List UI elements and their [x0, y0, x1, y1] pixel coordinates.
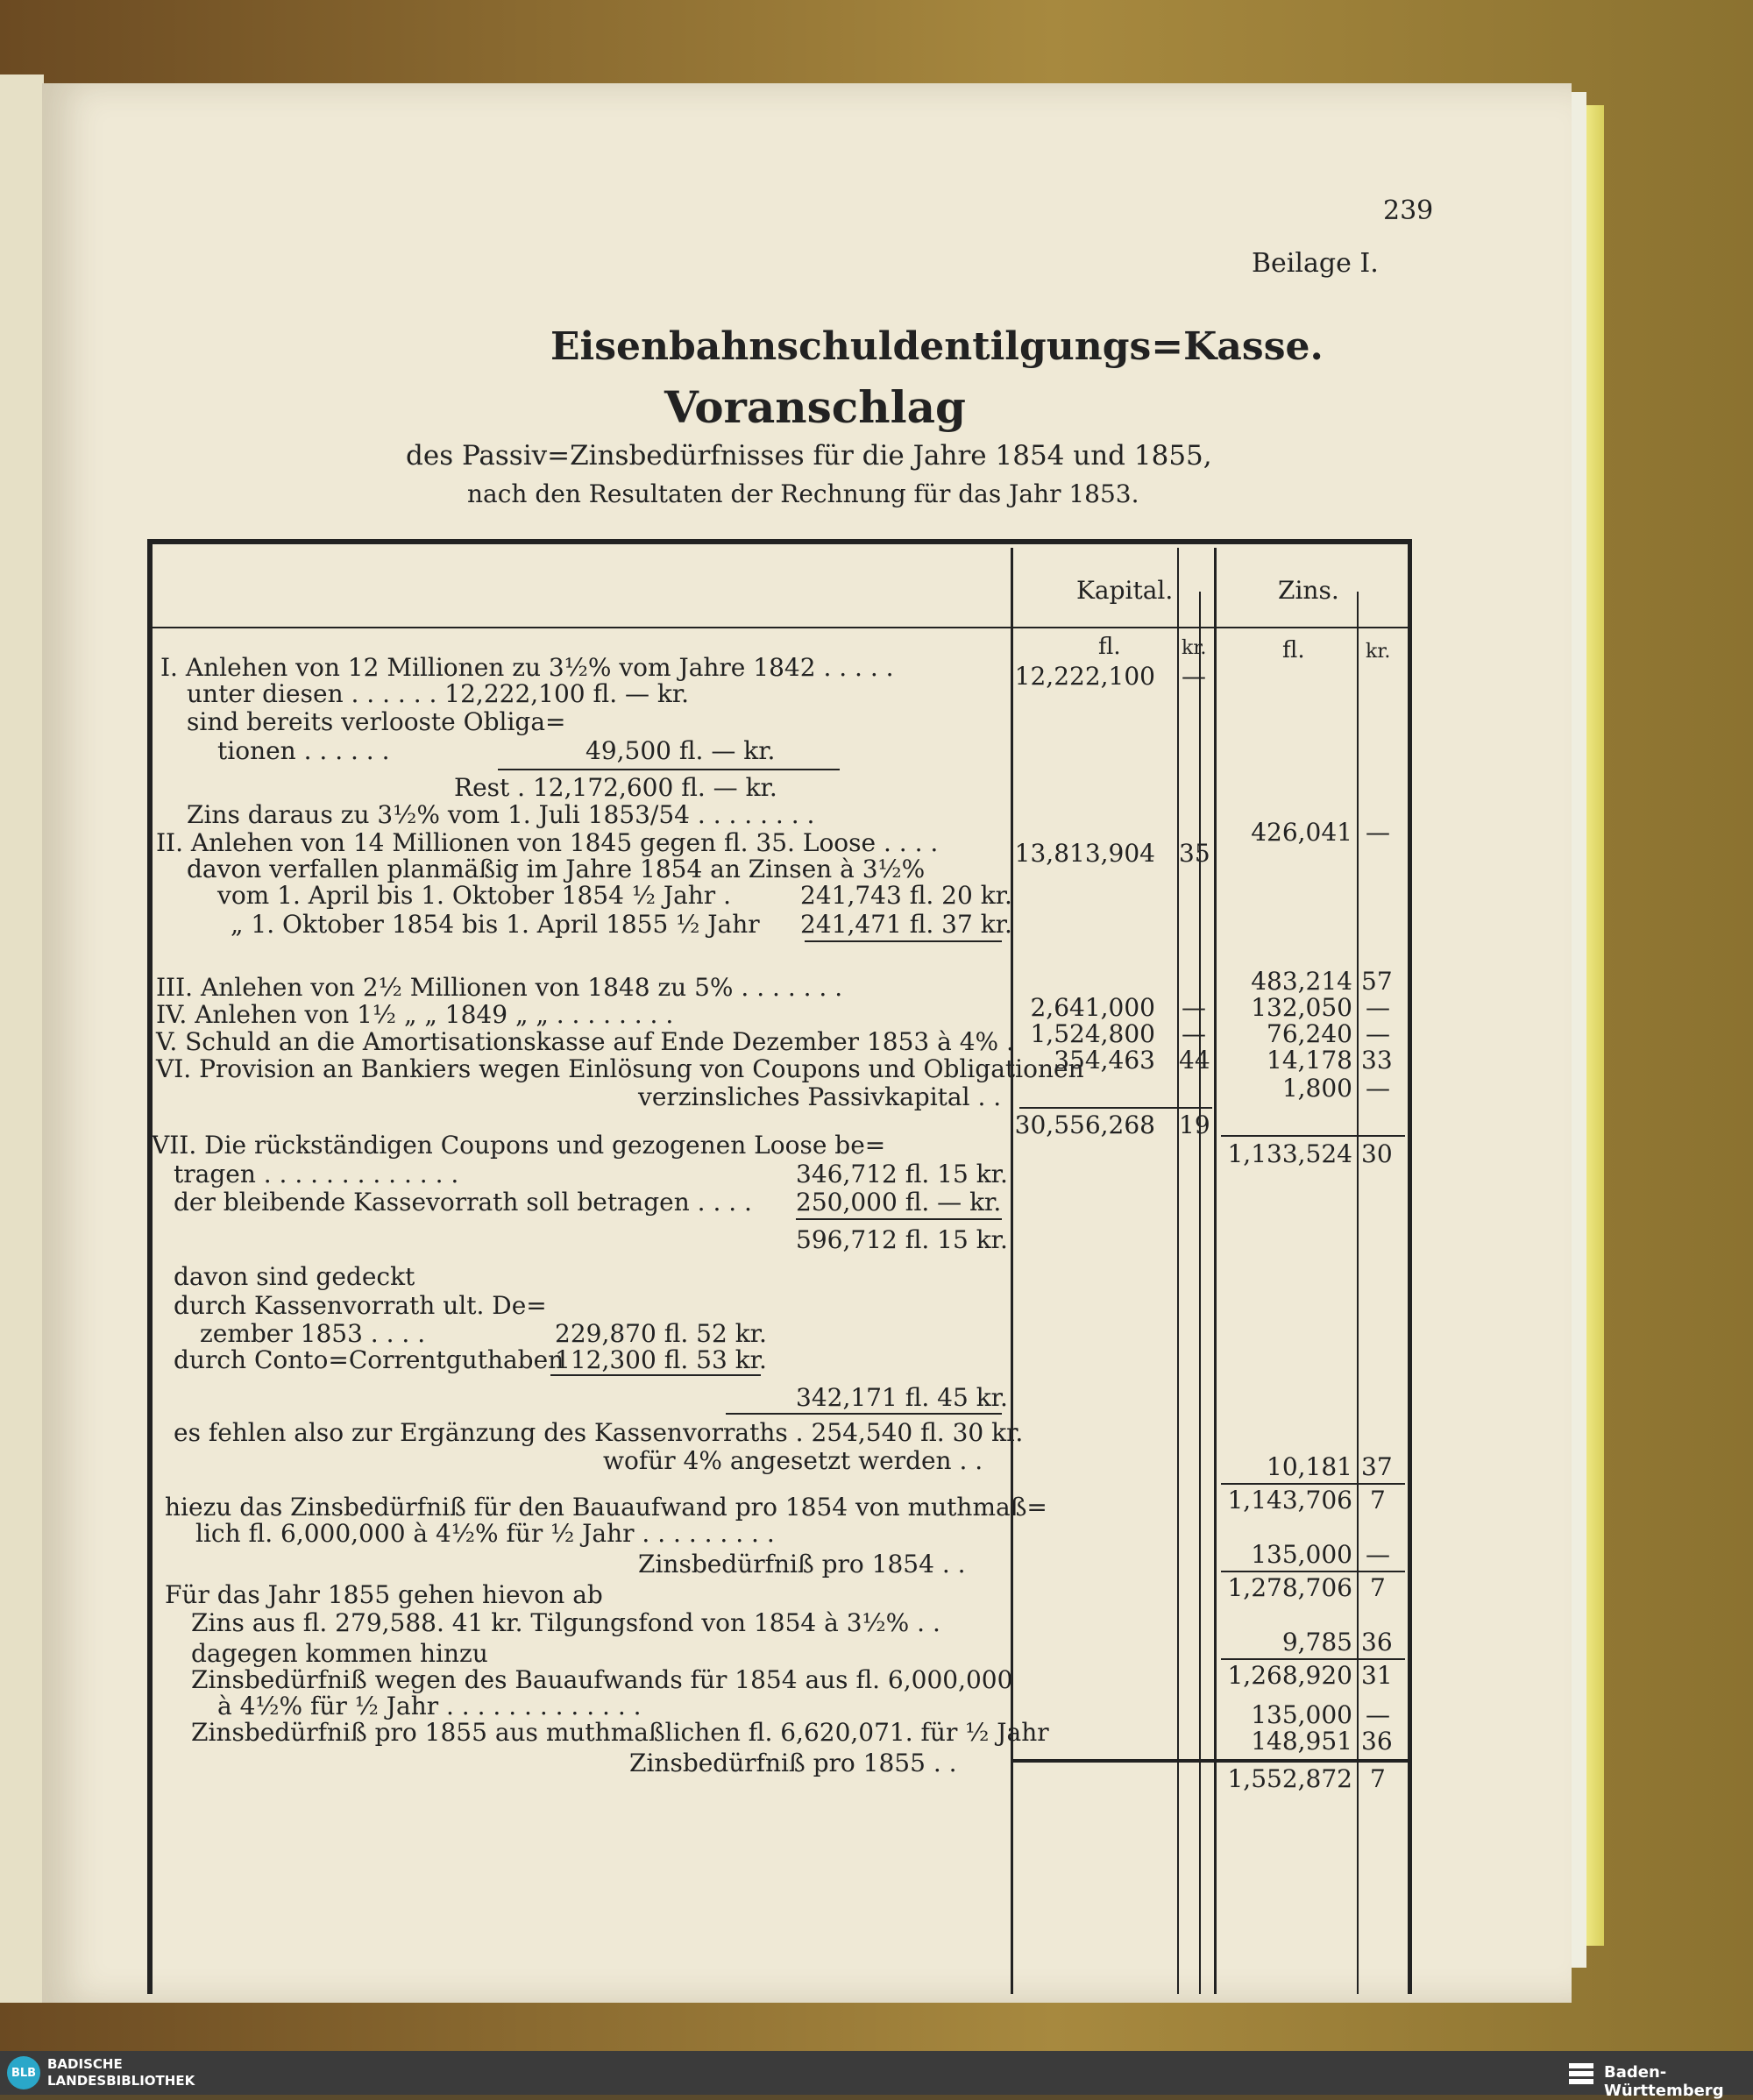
zins-7-kr: 30 — [1361, 1139, 1393, 1168]
line-11: III. Anlehen von 2½ Millionen von 1848 zu 5% . . . . . . . — [156, 973, 843, 1002]
col-divider-kapital-kr — [1177, 548, 1179, 1994]
line-2: unter diesen . . . . . . 12,222,100 fl. — kr. — [187, 679, 690, 708]
subtitle-2: nach den Resultaten der Rechnung für das Jahr 1853. — [467, 479, 1139, 508]
line-19: 596,712 fl. 15 kr. — [796, 1225, 1008, 1254]
line-16: VII. Die rückständigen Coupons und gezogenen Loose be= — [152, 1131, 886, 1160]
line-31: Zins aus fl. 279,588. 41 kr. Tilgungsfond von 1854 à 3½% . . — [191, 1608, 940, 1637]
rule-2 — [805, 940, 1002, 942]
state-name: Baden-Württemberg — [1604, 2063, 1724, 2100]
line-21: durch Kassenvorrath ult. De= — [174, 1291, 547, 1320]
line-7: II. Anlehen von 14 Millionen von 1845 gegen fl. 35. Loose . . . . — [156, 828, 939, 857]
table-right-border — [1408, 539, 1412, 1994]
line-35: Zinsbedürfniß pro 1855 aus muthmaßlichen fl. 6,620,071. für ½ Jahr — [191, 1718, 1049, 1747]
zins-1: 426,041 — [1251, 818, 1352, 847]
zins-2: 483,214 — [1251, 967, 1352, 996]
line-23b: 112,300 fl. 53 kr. — [555, 1345, 767, 1374]
line-34: à 4½% für ½ Jahr . . . . . . . . . . . . . — [217, 1692, 642, 1720]
kapital-4-kr: — — [1182, 1019, 1206, 1048]
document-page — [42, 83, 1572, 2003]
line-22b: 229,870 fl. 52 kr. — [555, 1319, 767, 1348]
table-top-border — [147, 539, 1409, 544]
col-header-kapital-fl: fl. — [1098, 634, 1121, 660]
line-33: Zinsbedürfniß wegen des Bauaufwands für 1854 aus fl. 6,000,000 — [191, 1665, 1013, 1694]
line-10: „ 1. Oktober 1854 bis 1. April 1855 ½ Jahr — [231, 910, 760, 939]
zins-1-kr: — — [1366, 818, 1390, 847]
header-rule — [147, 627, 1409, 628]
zins-11-kr: 7 — [1370, 1573, 1386, 1602]
line-15: verzinsliches Passivkapital . . — [638, 1082, 1002, 1111]
final-double-rule — [1011, 1759, 1409, 1763]
kapital-2: 13,813,904 — [1014, 839, 1155, 868]
line-18: der bleibende Kassevorrath soll betragen . . . . — [174, 1188, 752, 1217]
zins-9-kr: 7 — [1370, 1486, 1386, 1515]
line-32: dagegen kommen hinzu — [191, 1639, 488, 1668]
col-header-zins: Zins. — [1278, 576, 1339, 605]
heading-voranschlag: Voranschlag — [664, 381, 966, 433]
line-9: vom 1. April bis 1. Oktober 1854 ½ Jahr . — [217, 881, 731, 910]
line-25: es fehlen also zur Ergänzung des Kassenvorraths . 254,540 fl. 30 kr. — [174, 1418, 1024, 1447]
left-page-edge — [0, 74, 44, 2003]
kapital-total: 30,556,268 — [1014, 1110, 1155, 1139]
line-30: Für das Jahr 1855 gehen hievon ab — [165, 1580, 603, 1609]
line-14: VI. Provision an Bankiers wegen Einlösung von Coupons und Obligationen — [156, 1054, 1084, 1083]
line-28: lich fl. 6,000,000 à 4½% für ½ Jahr . . . . . . . . . — [195, 1519, 775, 1548]
zins-6: 1,800 — [1281, 1074, 1352, 1103]
line-24: 342,171 fl. 45 kr. — [796, 1383, 1008, 1412]
kapital-2-kr: 35 — [1179, 839, 1210, 868]
zins-12-kr: 36 — [1361, 1628, 1393, 1657]
kapital-3: 2,641,000 — [1030, 993, 1155, 1022]
line-9b: 241,743 fl. 20 kr. — [800, 881, 1012, 910]
line-12: IV. Anlehen von 1½ „ „ 1849 „ „ . . . . . . . . — [156, 1000, 674, 1029]
zins-9: 1,143,706 — [1227, 1486, 1352, 1515]
zins-3-kr: — — [1366, 993, 1390, 1022]
rule-5 — [726, 1413, 1002, 1415]
rule-3 — [796, 1218, 1002, 1220]
subtitle-1: des Passiv=Zinsbedürfnisses für die Jahre 1854 und 1855, — [406, 440, 1212, 472]
line-5: Rest . 12,172,600 fl. — kr. — [454, 773, 777, 802]
rule-4 — [550, 1374, 761, 1376]
zins-8-kr: 37 — [1361, 1452, 1393, 1481]
zins-10-kr: — — [1366, 1540, 1390, 1569]
zins-14-kr: — — [1366, 1700, 1390, 1729]
kapital-4: 1,524,800 — [1030, 1019, 1155, 1048]
line-17b: 346,712 fl. 15 kr. — [796, 1160, 1008, 1188]
line-26: wofür 4% angesetzt werden . . — [603, 1446, 983, 1475]
zins-14: 135,000 — [1251, 1700, 1352, 1729]
zins-8: 10,181 — [1267, 1452, 1352, 1481]
col-header-zins-fl: fl. — [1282, 637, 1305, 663]
zins-7: 1,133,524 — [1227, 1139, 1352, 1168]
zins-16: 1,552,872 — [1227, 1764, 1352, 1793]
library-name: BADISCHE LANDESBIBLIOTHEK — [47, 2056, 195, 2089]
col-divider-zins — [1214, 548, 1217, 1994]
zins-15: 148,951 — [1251, 1727, 1352, 1756]
zins-5: 14,178 — [1267, 1046, 1352, 1075]
line-36: Zinsbedürfniß pro 1855 . . — [629, 1749, 957, 1777]
col-header-zins-kr: kr. — [1366, 641, 1391, 663]
line-4: tionen . . . . . . — [217, 736, 390, 765]
table-left-border — [147, 539, 153, 1994]
line-29: Zinsbedürfniß pro 1854 . . — [638, 1550, 966, 1579]
zins-5-kr: 33 — [1361, 1046, 1393, 1075]
kapital-total-kr: 19 — [1179, 1110, 1210, 1139]
line-1: I. Anlehen von 12 Millionen zu 3½% vom Jahre 1842 . . . . . — [160, 653, 894, 682]
zins-10: 135,000 — [1251, 1540, 1352, 1569]
zins-rule-2 — [1221, 1483, 1405, 1485]
col-divider-text — [1011, 548, 1013, 1994]
line-8: davon verfallen planmäßig im Jahre 1854 an Zinsen à 3½% — [187, 855, 926, 883]
zins-15-kr: 36 — [1361, 1727, 1393, 1756]
line-18b: 250,000 fl. — kr. — [796, 1188, 1002, 1217]
heading-kasse: Eisenbahnschuldentilgungs=Kasse. — [550, 324, 1324, 369]
line-27: hiezu das Zinsbedürfniß für den Bauaufwand pro 1854 von muthmaß= — [165, 1493, 1047, 1522]
zins-4: 76,240 — [1267, 1019, 1352, 1048]
kapital-3-kr: — — [1182, 993, 1206, 1022]
zins-2-kr: 57 — [1361, 967, 1393, 996]
zins-3: 132,050 — [1251, 993, 1352, 1022]
kapital-1: 12,222,100 — [1014, 662, 1155, 691]
baden-wuerttemberg-logo-icon — [1567, 2060, 1595, 2088]
col-divider-zins-kr — [1357, 592, 1359, 1994]
zins-16-kr: 7 — [1370, 1764, 1386, 1793]
zins-rule-4 — [1221, 1658, 1405, 1660]
beilage-label: Beilage I. — [1252, 248, 1379, 279]
line-4b: 49,500 fl. — kr. — [586, 736, 776, 765]
kapital-5: 354,463 — [1054, 1046, 1155, 1075]
line-10b: 241,471 fl. 37 kr. — [800, 910, 1012, 939]
kapital-total-rule — [1019, 1107, 1212, 1109]
page-number: 239 — [1383, 195, 1434, 226]
line-13: V. Schuld an die Amortisationskasse auf Ende Dezember 1853 à 4% . — [156, 1027, 1014, 1056]
col-divider-kapital-end — [1199, 592, 1201, 1994]
line-3: sind bereits verlooste Obliga= — [187, 707, 566, 736]
kapital-5-kr: 44 — [1179, 1046, 1210, 1075]
footer-bar — [0, 2051, 1753, 2100]
kapital-1-kr: — — [1182, 662, 1206, 691]
line-23: durch Conto=Correntguthaben — [174, 1345, 564, 1374]
zins-11: 1,278,706 — [1227, 1573, 1352, 1602]
line-20: davon sind gedeckt — [174, 1262, 415, 1291]
rule-1 — [498, 769, 840, 770]
line-6: Zins daraus zu 3½% vom 1. Juli 1853/54 . . . . . . . . — [187, 800, 815, 829]
line-17: tragen . . . . . . . . . . . . . — [174, 1160, 459, 1188]
zins-rule-3 — [1221, 1571, 1405, 1572]
zins-13-kr: 31 — [1361, 1661, 1393, 1690]
blb-logo: BLB — [7, 2056, 40, 2089]
zins-6-kr: — — [1366, 1074, 1390, 1103]
zins-4-kr: — — [1366, 1019, 1390, 1048]
col-header-kapital-kr: kr. — [1182, 637, 1207, 659]
zins-13: 1,268,920 — [1227, 1661, 1352, 1690]
line-22: zember 1853 . . . . — [200, 1319, 426, 1348]
zins-12: 9,785 — [1281, 1628, 1352, 1657]
zins-rule-1 — [1221, 1135, 1405, 1137]
col-header-kapital: Kapital. — [1076, 576, 1174, 605]
